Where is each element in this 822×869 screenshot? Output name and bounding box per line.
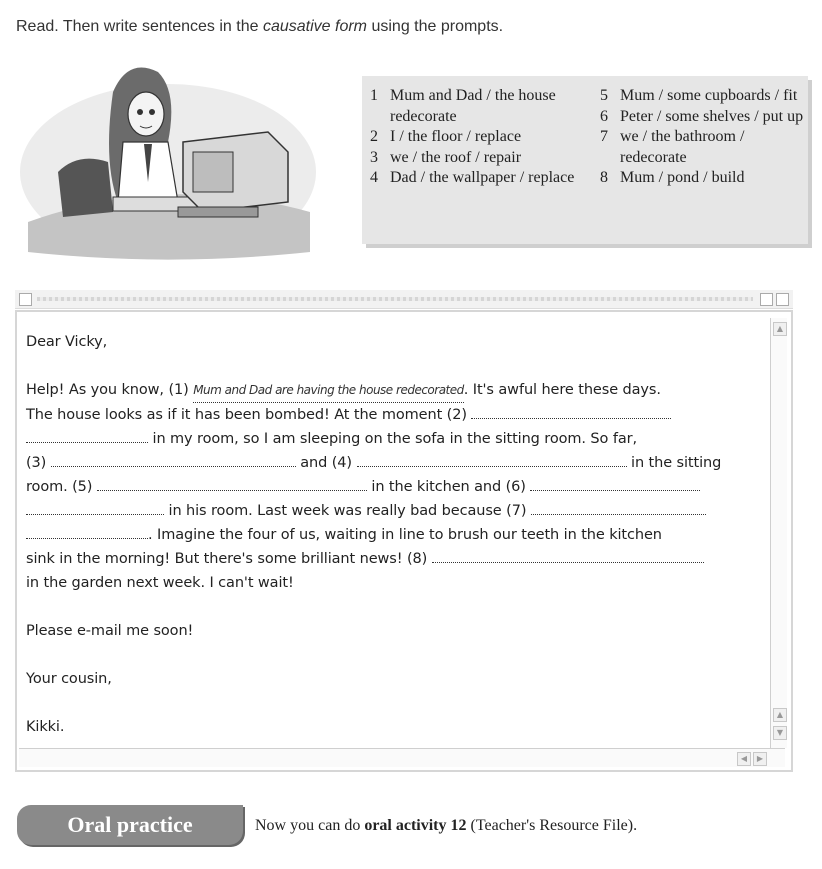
prompt-item	[370, 86, 590, 127]
prompt-text: we / the roof / repair	[390, 148, 522, 166]
text: sink in the morning! But there's some brilliant news! (8)	[26, 551, 432, 567]
blank-5[interactable]	[97, 476, 367, 491]
prompt-number: 1	[370, 87, 378, 104]
blank-2[interactable]	[471, 404, 671, 419]
prompt-text: Dad / the wallpaper / replace	[390, 169, 575, 186]
instruction-text-end: using the prompts.	[367, 18, 504, 35]
oral-practice-text	[255, 817, 637, 835]
prompt-item	[370, 168, 590, 189]
blank-7[interactable]	[531, 500, 706, 515]
text: (Teacher's Resource File).	[466, 817, 638, 834]
email-window-titlebar	[15, 290, 793, 309]
prompts-box	[362, 76, 808, 244]
horizontal-scrollbar[interactable]	[19, 748, 785, 767]
maximize-icon[interactable]	[760, 293, 773, 306]
prompt-item	[600, 127, 806, 168]
prompt-number: 3	[370, 148, 378, 166]
scroll-up-icon[interactable]: ▲	[773, 322, 787, 336]
scroll-up-small-icon[interactable]: ▲	[773, 708, 787, 722]
prompt-item	[370, 148, 590, 169]
prompt-number: 4	[370, 169, 378, 186]
window-menu-icon[interactable]	[19, 293, 32, 306]
text: in his room. Last week was really bad because (7)	[164, 503, 531, 519]
blank-7-cont[interactable]	[26, 524, 148, 539]
oral-practice-badge: Oral practice	[17, 805, 243, 845]
blank-4[interactable]	[357, 452, 627, 467]
vertical-scrollbar[interactable]	[770, 318, 787, 748]
prompt-text: Mum / pond / build	[620, 169, 745, 186]
blank-8[interactable]	[432, 548, 704, 563]
minimize-icon[interactable]	[776, 293, 789, 306]
prompt-text: Mum and Dad / the house redecorate	[390, 87, 556, 125]
prompt-number: 2	[370, 128, 378, 145]
text: . Imagine the four of us, waiting in line to brush our teeth in the kitchen	[148, 527, 662, 543]
signature: Kikki.	[26, 719, 65, 735]
prompt-number: 7	[600, 128, 608, 145]
text: . It's awful here these days.	[463, 382, 661, 398]
instruction	[16, 18, 503, 36]
prompts-right-column	[600, 86, 806, 189]
letter-line	[26, 499, 761, 523]
letter-line	[26, 475, 761, 499]
text: in the sitting	[626, 455, 722, 471]
letter-line	[26, 403, 761, 427]
prompt-item	[600, 107, 806, 128]
letter-line	[26, 451, 761, 475]
prompts-left-column	[370, 86, 590, 189]
scroll-down-icon[interactable]: ▼	[773, 726, 787, 740]
prompt-item	[600, 168, 806, 189]
prompt-text: I / the floor / replace	[390, 128, 522, 145]
letter-line	[26, 427, 761, 451]
prompt-text: Peter / some shelves / put up	[620, 107, 804, 125]
prompt-item	[370, 127, 590, 148]
blank-6[interactable]	[530, 476, 700, 491]
blank-3[interactable]	[51, 452, 296, 467]
greeting: Dear Vicky,	[26, 334, 108, 350]
instruction-text: Read. Then write sentences in the	[16, 18, 263, 35]
prompt-text: Mum / some cupboards / fit	[620, 87, 798, 104]
text: The house looks as if it has been bombed! At the moment (2)	[26, 407, 472, 423]
scroll-left-icon[interactable]: ◀	[737, 752, 751, 766]
text: and (4)	[295, 455, 357, 471]
girl-at-computer-illustration	[18, 52, 318, 267]
titlebar-stripes	[37, 297, 753, 301]
text: in my room, so I am sleeping on the sofa in the sitting room. So far,	[148, 431, 637, 447]
email-body[interactable]	[26, 330, 761, 739]
oral-activity-ref: oral activity 12	[364, 817, 467, 834]
scroll-right-icon[interactable]: ▶	[753, 752, 767, 766]
prompt-number: 6	[600, 107, 608, 125]
blank-2-cont[interactable]	[26, 428, 148, 443]
text: in the kitchen and (6)	[366, 479, 531, 495]
text: Now you can do	[255, 817, 365, 834]
prompt-item	[600, 86, 806, 107]
text: Help! As you know, (1)	[26, 382, 194, 398]
blank-6-cont[interactable]	[26, 500, 164, 515]
letter-line	[26, 378, 761, 403]
text: room. (5)	[26, 479, 97, 495]
instruction-italic: causative form	[262, 18, 368, 35]
sign-off: Your cousin,	[26, 671, 112, 687]
prompt-number: 8	[600, 169, 608, 186]
prompt-number: 5	[600, 87, 608, 104]
letter-line: in the garden next week. I can't wait!	[26, 575, 294, 591]
closing: Please e-mail me soon!	[26, 623, 194, 639]
prompt-text: we / the bathroom / redecorate	[620, 128, 745, 166]
letter-line	[26, 523, 761, 547]
text: (3)	[26, 455, 51, 471]
example-answer: Mum and Dad are having the house redecorated	[193, 378, 464, 403]
letter-line	[26, 547, 761, 571]
